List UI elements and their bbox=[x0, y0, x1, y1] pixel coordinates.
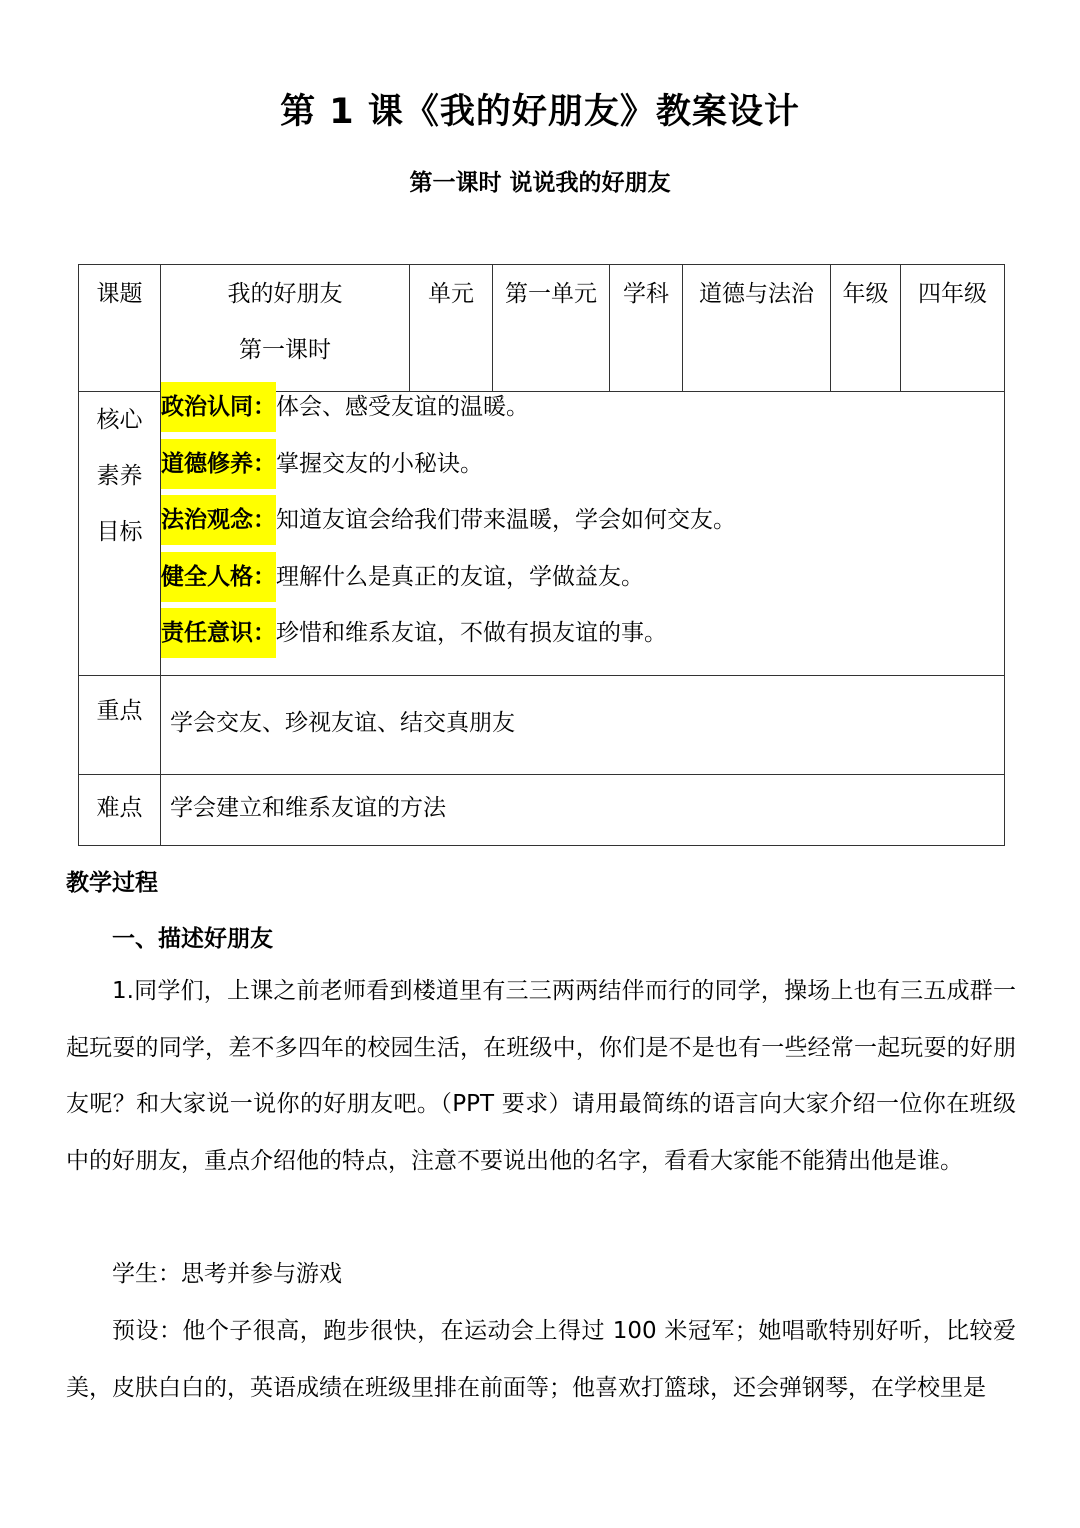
goal-key-highlight: 道德修养： bbox=[161, 439, 276, 489]
goal-item bbox=[161, 392, 1004, 449]
page-subtitle: 第一课时 说说我的好朋友 bbox=[409, 170, 671, 196]
paragraph-preset: 预设：他个子很高，跑步很快，在运动会上得过 100 米冠军；她唱歌特别好听，比较爱美，皮肤白白的，英语成绩在班级里排在前面等；他喜欢打篮球，还会弹钢琴，在学校里是 bbox=[66, 1318, 1016, 1401]
goal-text: 理解什么是真正的友谊，学做益友。 bbox=[276, 563, 644, 590]
grade-value: 四年级 bbox=[901, 265, 1005, 392]
key-points-row bbox=[79, 675, 1005, 774]
core-goals-list bbox=[161, 392, 1005, 676]
page-title: 第 1 课《我的好朋友》教案设计 bbox=[280, 92, 800, 132]
topic-value bbox=[161, 265, 410, 392]
grade-label: 年级 bbox=[831, 265, 901, 392]
process-heading: 教学过程 bbox=[66, 870, 158, 896]
goal-item bbox=[161, 562, 1004, 619]
subject-value: 道德与法治 bbox=[683, 265, 831, 392]
goal-text: 体会、感受友谊的温暖。 bbox=[276, 394, 529, 420]
section-heading: 一、描述好朋友 bbox=[112, 926, 273, 952]
key-points-value: 学会交友、珍视友谊、结交真朋友 bbox=[161, 675, 1005, 774]
goal-text: 掌握交友的小秘诀。 bbox=[276, 450, 483, 477]
core-goals-row bbox=[79, 392, 1005, 676]
unit-label: 单元 bbox=[410, 265, 493, 392]
paragraph-intro: 1.同学们，上课之前老师看到楼道里有三三两两结伴而行的同学，操场上也有三五成群一起玩耍的同学，差不多四年的校园生活，在班级中，你们是不是也有一些经常一起玩耍的好朋友呢？和大家说一说你的好朋友吧。（PPT 要求）请用最简练的语言向大家介绍一位你在班级中的好朋友，重点介绍他的特点，注意不要说出他的名字，看看大家能不能猜出他是谁。 bbox=[66, 978, 1016, 1175]
difficulty-row bbox=[79, 774, 1005, 845]
topic-value-line2: 第一课时 bbox=[239, 337, 331, 363]
unit-value: 第一单元 bbox=[493, 265, 610, 392]
difficulty-value: 学会建立和维系友谊的方法 bbox=[161, 774, 1005, 845]
goal-text: 知道友谊会给我们带来温暖，学会如何交友。 bbox=[276, 507, 736, 533]
paragraph-student: 学生：思考并参与游戏 bbox=[112, 1261, 342, 1287]
topic-label: 课题 bbox=[79, 265, 161, 392]
core-label-line3: 目标 bbox=[96, 519, 143, 545]
lesson-info-table bbox=[78, 264, 1005, 846]
goal-key-highlight: 政治认同： bbox=[161, 382, 276, 432]
subject-label: 学科 bbox=[610, 265, 683, 392]
difficulty-label: 难点 bbox=[79, 774, 161, 845]
core-label-line1: 核心 bbox=[96, 407, 143, 433]
goal-item bbox=[161, 505, 1004, 562]
core-goals-label bbox=[79, 392, 161, 676]
goal-item bbox=[161, 449, 1004, 506]
goal-key-highlight: 健全人格： bbox=[161, 552, 276, 602]
table-header-row bbox=[79, 265, 1005, 392]
goal-key-highlight: 法治观念： bbox=[161, 495, 276, 545]
core-label-line2: 素养 bbox=[96, 463, 143, 489]
goal-text: 珍惜和维系友谊，不做有损友谊的事。 bbox=[276, 620, 667, 646]
topic-value-line1: 我的好朋友 bbox=[227, 281, 343, 307]
goal-key-highlight: 责任意识： bbox=[161, 608, 276, 658]
key-points-label: 重点 bbox=[79, 675, 161, 774]
goal-item bbox=[161, 618, 1004, 675]
